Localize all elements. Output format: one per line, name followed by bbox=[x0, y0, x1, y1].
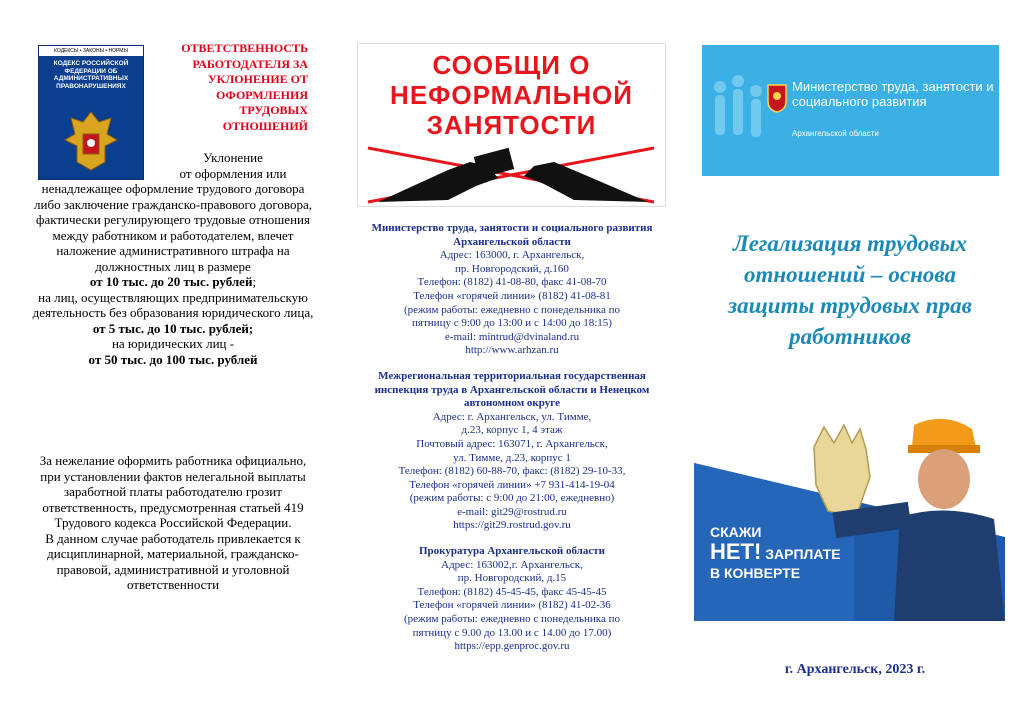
org-ministry-name: Министерство труда, занятости и социального развития Архангельской области bbox=[371, 222, 653, 248]
ministry-name: Министерство труда, занятости и социального развития bbox=[792, 79, 994, 109]
org-prosecutor-name: Прокуратура Архангельской области bbox=[419, 545, 605, 558]
fine-legal-entities: от 50 тыс. до 100 тыс. рублей bbox=[88, 351, 258, 367]
poster-line-no: НЕТ! bbox=[710, 539, 762, 564]
p1-body: ненадлежащее оформление трудового договора либо заключение гражданско-правового договора, фактически регулирующего трудовые отношения между работником и работодателем, влечет наложение административного штрафа на должностных лиц в размере bbox=[34, 181, 312, 274]
org-inspection-name: Межрегиональная территориальная государственная инспекция труда в Архангельской области и Ненецком автономном округе bbox=[374, 369, 650, 410]
org-email-link[interactable]: e-mail: git29@rostrud.ru bbox=[457, 505, 567, 518]
org-line: Адрес: 163002,г. Архангельск, bbox=[441, 558, 583, 571]
ministry-region: Архангельской области bbox=[792, 129, 879, 138]
org-line: Телефон: (8182) 41-08-80, факс 41-08-70 bbox=[417, 276, 607, 289]
org-line: пр. Новгородский, д.160 bbox=[455, 262, 569, 275]
org-website-link[interactable]: https://epp.genproc.gov.ru bbox=[454, 640, 570, 653]
org-email-link[interactable]: e-mail: mintrud@dvinaland.ru bbox=[444, 330, 580, 343]
org-line: Телефон «горячей линии» (8182) 41-08-81 bbox=[413, 289, 611, 302]
org-line: Телефон: (8182) 45-45-45, факс 45-45-45 bbox=[417, 585, 607, 598]
p1-entrepreneurs: на лиц, осуществляющих предпринимательскую деятельность без образования юридического лица, bbox=[32, 289, 314, 320]
org-line: Адрес: г. Архангельск, ул. Тимме, bbox=[432, 410, 592, 423]
org-labor-inspection bbox=[358, 370, 666, 533]
responsibility-heading: ОТВЕТСТВЕННОСТЬ РАБОТОДАТЕЛЯ ЗА УКЛОНЕНИЕ ОТ ОФОРМЛЕНИЯ ТРУДОВЫХ ОТНОШЕНИЙ bbox=[181, 41, 308, 133]
org-line: ул. Тимме, д.23, корпус 1 bbox=[453, 451, 571, 464]
p1-legal-entities: на юридических лиц - bbox=[111, 336, 235, 351]
ministry-logo-banner bbox=[702, 45, 999, 176]
org-line: (режим работы: с 9:00 до 21:00, ежедневно) bbox=[409, 492, 615, 505]
refusal-paragraph bbox=[28, 453, 318, 593]
fine-officials: от 10 тыс. до 20 тыс. рублей bbox=[89, 274, 253, 289]
org-line: Адрес: 163000, г. Архангельск, bbox=[439, 249, 585, 262]
org-website-link[interactable]: http://www.arhzan.ru bbox=[465, 344, 559, 357]
org-prosecutor bbox=[358, 545, 666, 654]
book-header: КОДЕКСЫ • ЗАКОНЫ • НОРМЫ bbox=[39, 46, 143, 56]
arkhangelsk-coat-of-arms-icon bbox=[766, 83, 788, 113]
p1-line-a: Уклонение bbox=[203, 150, 263, 165]
org-line: (режим работы: ежедневно с понедельника по bbox=[404, 303, 620, 316]
poster-line-say: СКАЖИ bbox=[710, 524, 762, 540]
org-line: пятницу с 9:00 до 13:00 и с 14:00 до 18:15) bbox=[412, 317, 612, 330]
org-line: пятницу с 9.00 до 13.00 и с 14.00 до 17.00) bbox=[412, 626, 612, 639]
poster-line-envelope: В КОНВЕРТЕ bbox=[710, 565, 801, 581]
banner-text: СООБЩИ О НЕФОРМАЛЬНОЙ ЗАНЯТОСТИ bbox=[390, 50, 633, 140]
report-informal-employment-banner bbox=[357, 43, 666, 207]
org-line: Телефон: (8182) 60-88-70, факс: (8182) 29-10-33, bbox=[398, 465, 626, 478]
contacts-list bbox=[358, 222, 666, 654]
brochure-title: Легализация трудовых отношений – основа защиты трудовых прав работников bbox=[728, 231, 972, 349]
p3-text: В данном случае работодатель привлекается к дисциплинарной, материальной, гражданско-правовой, административной и уголовной ответственности bbox=[45, 530, 301, 592]
fine-entrepreneurs: от 5 тыс. до 10 тыс. рублей; bbox=[92, 320, 254, 336]
poster-line-salary: ЗАРПЛАТЕ bbox=[765, 546, 841, 562]
p2-text: За нежелание оформить работника официально, при установлении фактов нелегальной выплаты заработной платы работодателю грозит ответственность, предусмотренная статьей 419 Трудового кодекса Российской Федерации. bbox=[39, 453, 307, 530]
org-line: д.23, корпус 1, 4 этаж bbox=[461, 424, 563, 437]
people-silhouettes-icon bbox=[710, 67, 770, 157]
say-no-envelope-salary-poster bbox=[694, 407, 1005, 621]
p1-line-b: от оформления или bbox=[179, 165, 287, 181]
org-line: пр. Новгородский, д.15 bbox=[457, 572, 567, 585]
org-line: Почтовый адрес: 163071, г. Архангельск, bbox=[416, 437, 608, 450]
book-title: КОДЕКС РОССИЙСКОЙ ФЕДЕРАЦИИ ОБ АДМИНИСТРАТИВНЫХ ПРАВОНАРУШЕНИЯХ bbox=[53, 60, 129, 90]
org-line: Телефон «горячей линии» +7 931-414-19-04 bbox=[409, 478, 615, 491]
org-website-link[interactable]: https://git29.rostrud.gov.ru bbox=[453, 519, 571, 532]
org-line: (режим работы: ежедневно с понедельника по bbox=[404, 613, 620, 626]
evasion-paragraph: Уклонение от оформления или ненадлежащее оформление трудового договора либо заключение гражданско-правового договора, фактически регулирующего трудовые отношения между работником и работодателем, влечет наложение административного штрафа на должностных лиц в размере от 10 тыс. до 20 тыс. рублей; на лиц, осуществляющих предпринимательскую деятельность без образования юридического лица, от 5 тыс. до 10 тыс. рублей; на юридических лиц - от 50 тыс. до 100 тыс. рублей bbox=[28, 150, 318, 367]
hands-envelope-icon bbox=[358, 140, 665, 206]
worker-stop-gesture-icon bbox=[804, 407, 1005, 621]
org-line: Телефон «горячей линии» (8182) 41-02-36 bbox=[413, 599, 611, 612]
city-year: г. Архангельск, 2023 г. bbox=[784, 662, 926, 677]
org-ministry bbox=[358, 222, 666, 358]
